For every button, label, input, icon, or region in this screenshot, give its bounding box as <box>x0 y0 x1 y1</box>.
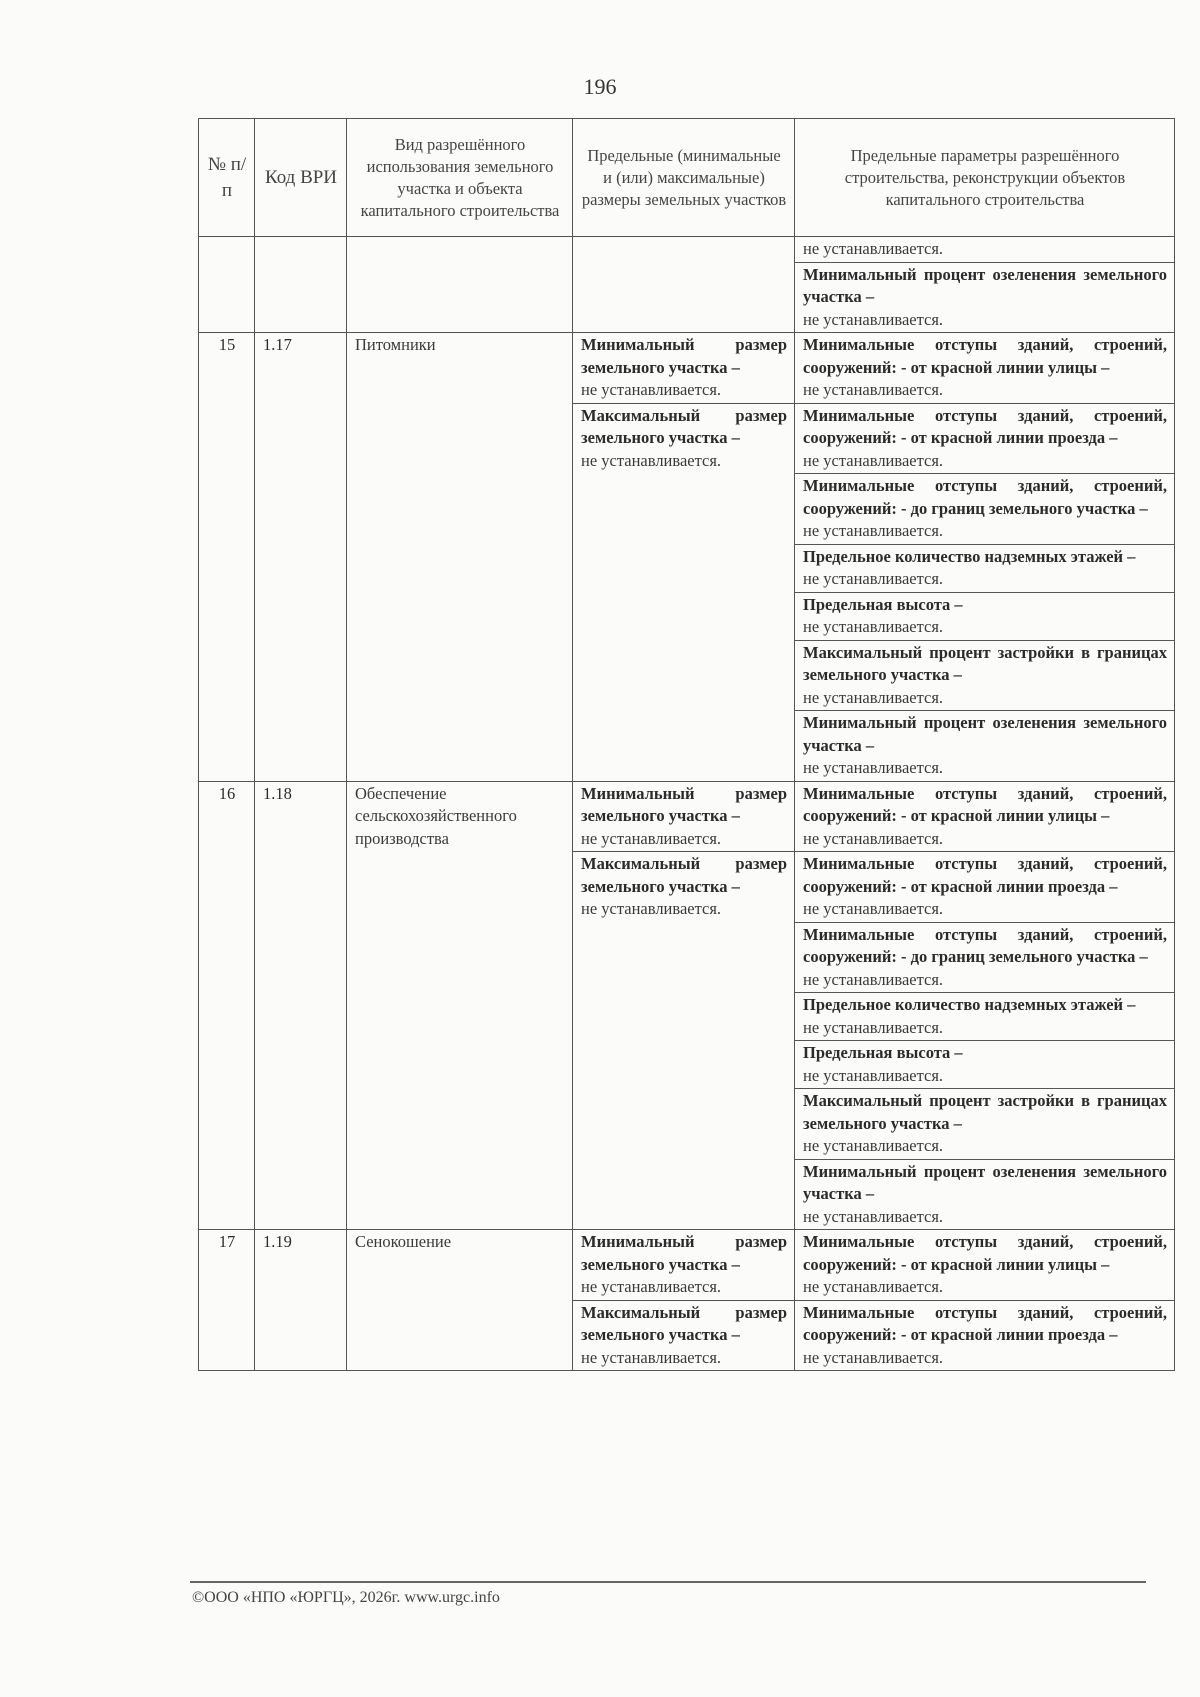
param-cell <box>795 1089 1175 1160</box>
size-max-cell <box>573 403 795 781</box>
param-cell <box>795 922 1175 993</box>
param-value: не устанавливается. <box>803 758 944 777</box>
param-cell <box>795 592 1175 640</box>
param-value: не устанавливается. <box>803 569 944 588</box>
param-label: Минимальные отступы зданий, строений, сооружений: - до границ земельного участка – <box>803 924 1167 966</box>
param-value: не устанавливается. <box>803 687 944 707</box>
param-cell <box>795 1159 1175 1230</box>
size-min-cell <box>573 333 795 404</box>
num-cell <box>199 237 255 333</box>
param-label: Минимальные отступы зданий, строений, сооружений: - до границ земельного участка – <box>803 476 1167 518</box>
header-num: № п/п <box>199 119 255 237</box>
param-label: Минимальный процент озеленения земельного участка – <box>803 1161 1167 1203</box>
param-value: не устанавливается. <box>803 239 944 258</box>
size-min-value: не устанавливается. <box>581 828 722 848</box>
footer-copyright: ©ООО «НПО «ЮРГЦ», 2026г. www.urgc.info <box>192 1589 500 1606</box>
num-cell: 17 <box>199 1230 255 1371</box>
param-cell <box>795 1300 1175 1371</box>
size-max-cell <box>573 1300 795 1371</box>
code-cell: 1.17 <box>255 333 347 782</box>
size-max-cell <box>573 852 795 1230</box>
header-params: Предельные параметры разрешённого строительства, реконструкции объектов капитального строительства <box>795 119 1175 237</box>
table-row <box>199 1230 1175 1301</box>
table-header-row <box>199 119 1175 237</box>
param-label: Максимальный процент застройки в границах земельного участка – <box>803 642 1167 684</box>
param-cell <box>795 474 1175 545</box>
size-max-label: Максимальный размер земельного участка – <box>581 854 787 896</box>
size-cell <box>573 237 795 333</box>
param-value: не устанавливается. <box>803 521 944 540</box>
size-max-value: не устанавливается. <box>581 1347 722 1367</box>
param-value: не устанавливается. <box>803 450 944 470</box>
page-number: 196 <box>583 74 617 99</box>
footer-rule <box>190 1581 1146 1583</box>
param-value: не устанавливается. <box>803 309 944 329</box>
param-value: не устанавливается. <box>803 1065 944 1085</box>
param-cell <box>795 1041 1175 1089</box>
size-max-value: не устанавливается. <box>581 899 722 918</box>
param-label: Максимальный процент застройки в границах земельного участка – <box>803 1091 1167 1133</box>
param-value: не устанавливается. <box>803 969 944 989</box>
param-value: не устанавливается. <box>803 380 944 399</box>
param-cell <box>795 262 1175 333</box>
param-value: не устанавливается. <box>803 1017 944 1037</box>
param-cell <box>795 544 1175 592</box>
param-cell <box>795 640 1175 711</box>
size-max-value: не устанавливается. <box>581 450 722 470</box>
param-label: Предельное количество надземных этажей – <box>803 546 1136 566</box>
num-cell: 16 <box>199 781 255 1230</box>
param-label: Минимальные отступы зданий, строений, сооружений: - от красной линии проезда – <box>803 854 1167 896</box>
param-value: не устанавливается. <box>803 1136 944 1155</box>
param-cell <box>795 403 1175 474</box>
param-cell <box>795 1230 1175 1301</box>
code-cell: 1.18 <box>255 781 347 1230</box>
param-value: не устанавливается. <box>803 899 944 918</box>
header-code: Код ВРИ <box>255 119 347 237</box>
param-label: Минимальный процент озеленения земельного участка – <box>803 713 1167 755</box>
size-max-label: Максимальный размер земельного участка – <box>581 405 787 447</box>
param-cell <box>795 333 1175 404</box>
param-label: Минимальные отступы зданий, строений, сооружений: - от красной линии улицы – <box>803 783 1167 825</box>
param-cell <box>795 237 1175 263</box>
size-min-value: не устанавливается. <box>581 1277 722 1296</box>
num-cell: 15 <box>199 333 255 782</box>
table-row <box>199 781 1175 852</box>
param-cell <box>795 781 1175 852</box>
size-min-label: Минимальный размер земельного участка – <box>581 783 787 825</box>
param-value: не устанавливается. <box>803 828 944 848</box>
size-min-label: Минимальный размер земельного участка – <box>581 1232 787 1274</box>
table-row <box>199 237 1175 263</box>
name-cell <box>347 237 573 333</box>
param-cell <box>795 852 1175 923</box>
code-cell: 1.19 <box>255 1230 347 1371</box>
header-sizes: Предельные (минимальные и (или) максимальные) размеры земельных участков <box>573 119 795 237</box>
size-max-label: Максимальный размер земельного участка – <box>581 1302 787 1344</box>
size-min-cell <box>573 781 795 852</box>
param-value: не устанавливается. <box>803 617 944 636</box>
name-cell: Обеспечение сельскохозяйственного производства <box>347 781 573 1230</box>
param-label: Минимальные отступы зданий, строений, сооружений: - от красной линии улицы – <box>803 1232 1167 1274</box>
param-label: Минимальные отступы зданий, строений, сооружений: - от красной линии улицы – <box>803 335 1167 377</box>
param-label: Минимальные отступы зданий, строений, сооружений: - от красной линии проезда – <box>803 1302 1167 1344</box>
param-label: Предельная высота – <box>803 1043 963 1062</box>
param-label: Предельная высота – <box>803 594 963 614</box>
param-value: не устанавливается. <box>803 1277 944 1296</box>
param-value: не устанавливается. <box>803 1347 944 1367</box>
size-min-value: не устанавливается. <box>581 380 722 399</box>
param-label: Минимальный процент озеленения земельного участка – <box>803 264 1167 306</box>
size-min-label: Минимальный размер земельного участка – <box>581 335 787 377</box>
code-cell <box>255 237 347 333</box>
param-cell <box>795 711 1175 782</box>
name-cell: Питомники <box>347 333 573 782</box>
table-row <box>199 333 1175 404</box>
name-cell: Сенокошение <box>347 1230 573 1371</box>
param-label: Предельное количество надземных этажей – <box>803 995 1136 1014</box>
param-cell <box>795 993 1175 1041</box>
regulations-table <box>198 118 1175 1371</box>
param-label: Минимальные отступы зданий, строений, сооружений: - от красной линии проезда – <box>803 405 1167 447</box>
header-use: Вид разрешённого использования земельного участка и объекта капитального строительства <box>347 119 573 237</box>
param-value: не устанавливается. <box>803 1206 944 1226</box>
size-min-cell <box>573 1230 795 1301</box>
